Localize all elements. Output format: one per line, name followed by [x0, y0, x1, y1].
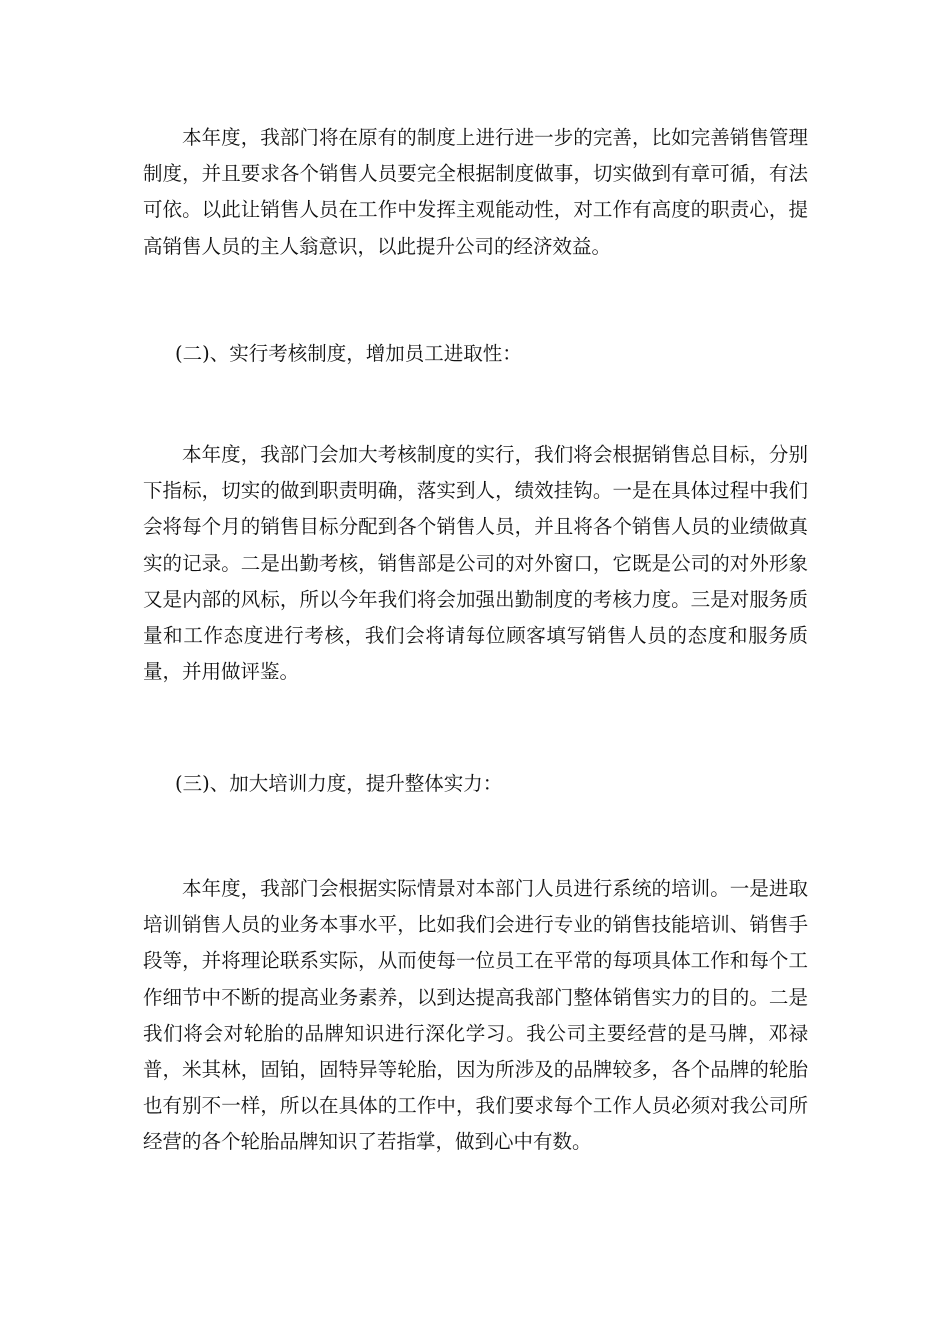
section-heading-assessment: (二)、实行考核制度，增加员工进取性：: [175, 342, 522, 365]
paragraph-system-improvement: 本年度，我部门将在原有的制度上进行进一步的完善，比如完善销售管理制度，并且要求各个销售人员要完全根据制度做事，切实做到有章可循，有法可依。以此让销售人员在工作中发挥主观能动性，对工作有高度的职责心，提高销售人员的主人翁意识，以此提升公司的经济效益。: [143, 126, 808, 258]
section-heading-training: (三)、加大培训力度，提升整体实力：: [175, 772, 503, 795]
paragraph-training-plan: 本年度，我部门会根据实际情景对本部门人员进行系统的培训。一是进取培训销售人员的业务本事水平，比如我们会进行专业的销售技能培训、销售手段等，并将理论联系实际，从而使每一位员工在平常的每项具体工作和每个工作细节中不断的提高业务素养，以到达提高我部门整体销售实力的目的。二是我们将会对轮胎的品牌知识进行深化学习。我公司主要经营的是马牌，邓禄普，米其林，固铂，固特异等轮胎，因为所涉及的品牌较多，各个品牌的轮胎也有别不一样，所以在具体的工作中，我们要求每个工作人员必须对我公司所经营的各个轮胎品牌知识了若指掌，做到心中有数。: [143, 877, 808, 1154]
paragraph-assessment-system: 本年度，我部门会加大考核制度的实行，我们将会根据销售总目标，分别下指标，切实的做到职责明确，落实到人，绩效挂钩。一是在具体过程中我们会将每个月的销售目标分配到各个销售人员，并且将各个销售人员的业绩做真实的记录。二是出勤考核，销售部是公司的对外窗口，它既是公司的对外形象又是内部的风标，所以今年我们将会加强出勤制度的考核力度。三是对服务质量和工作态度进行考核，我们会将请每位顾客填写销售人员的态度和服务质量，并用做评鉴。: [143, 443, 808, 684]
